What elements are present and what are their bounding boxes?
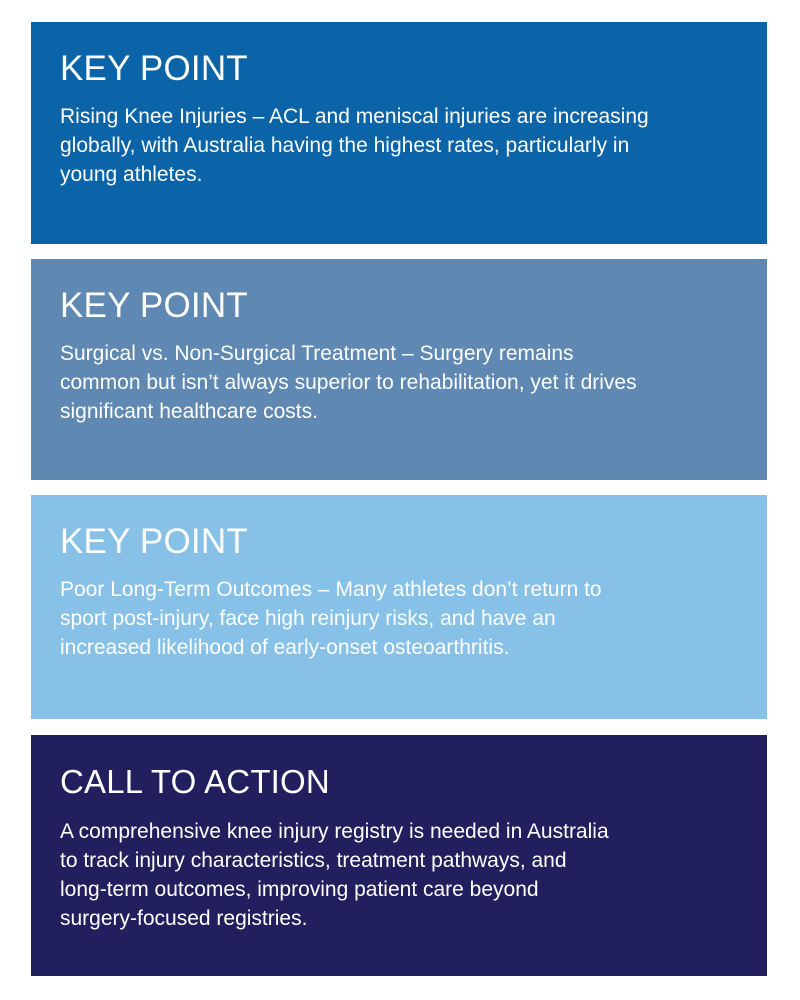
call-to-action-card (31, 735, 767, 976)
key-point-card-rising-injuries (31, 22, 767, 244)
card-heading: CALL TO ACTION (60, 763, 330, 800)
card-heading: KEY POINT (60, 286, 248, 325)
key-point-card-outcomes (31, 495, 767, 719)
card-heading: KEY POINT (60, 49, 248, 88)
card-body: Surgical vs. Non-Surgical Treatment – Surgery remains common but isn’t always superior to rehabilitation, yet it drives significant healthcare costs. (60, 342, 637, 423)
card-body: Poor Long-Term Outcomes – Many athletes don’t return to sport post-injury, face high reinjury risks, and have an increased likelihood of early-onset osteoarthritis. (60, 578, 602, 659)
card-body: A comprehensive knee injury registry is needed in Australia to track injury characteristics, treatment pathways, and long-term outcomes, improving patient care beyond surgery-focused registries. (60, 820, 609, 930)
card-heading: KEY POINT (60, 522, 248, 561)
key-point-card-treatment (31, 259, 767, 480)
card-body: Rising Knee Injuries – ACL and meniscal injuries are increasing globally, with Australia having the highest rates, particularly in young athletes. (60, 105, 649, 186)
